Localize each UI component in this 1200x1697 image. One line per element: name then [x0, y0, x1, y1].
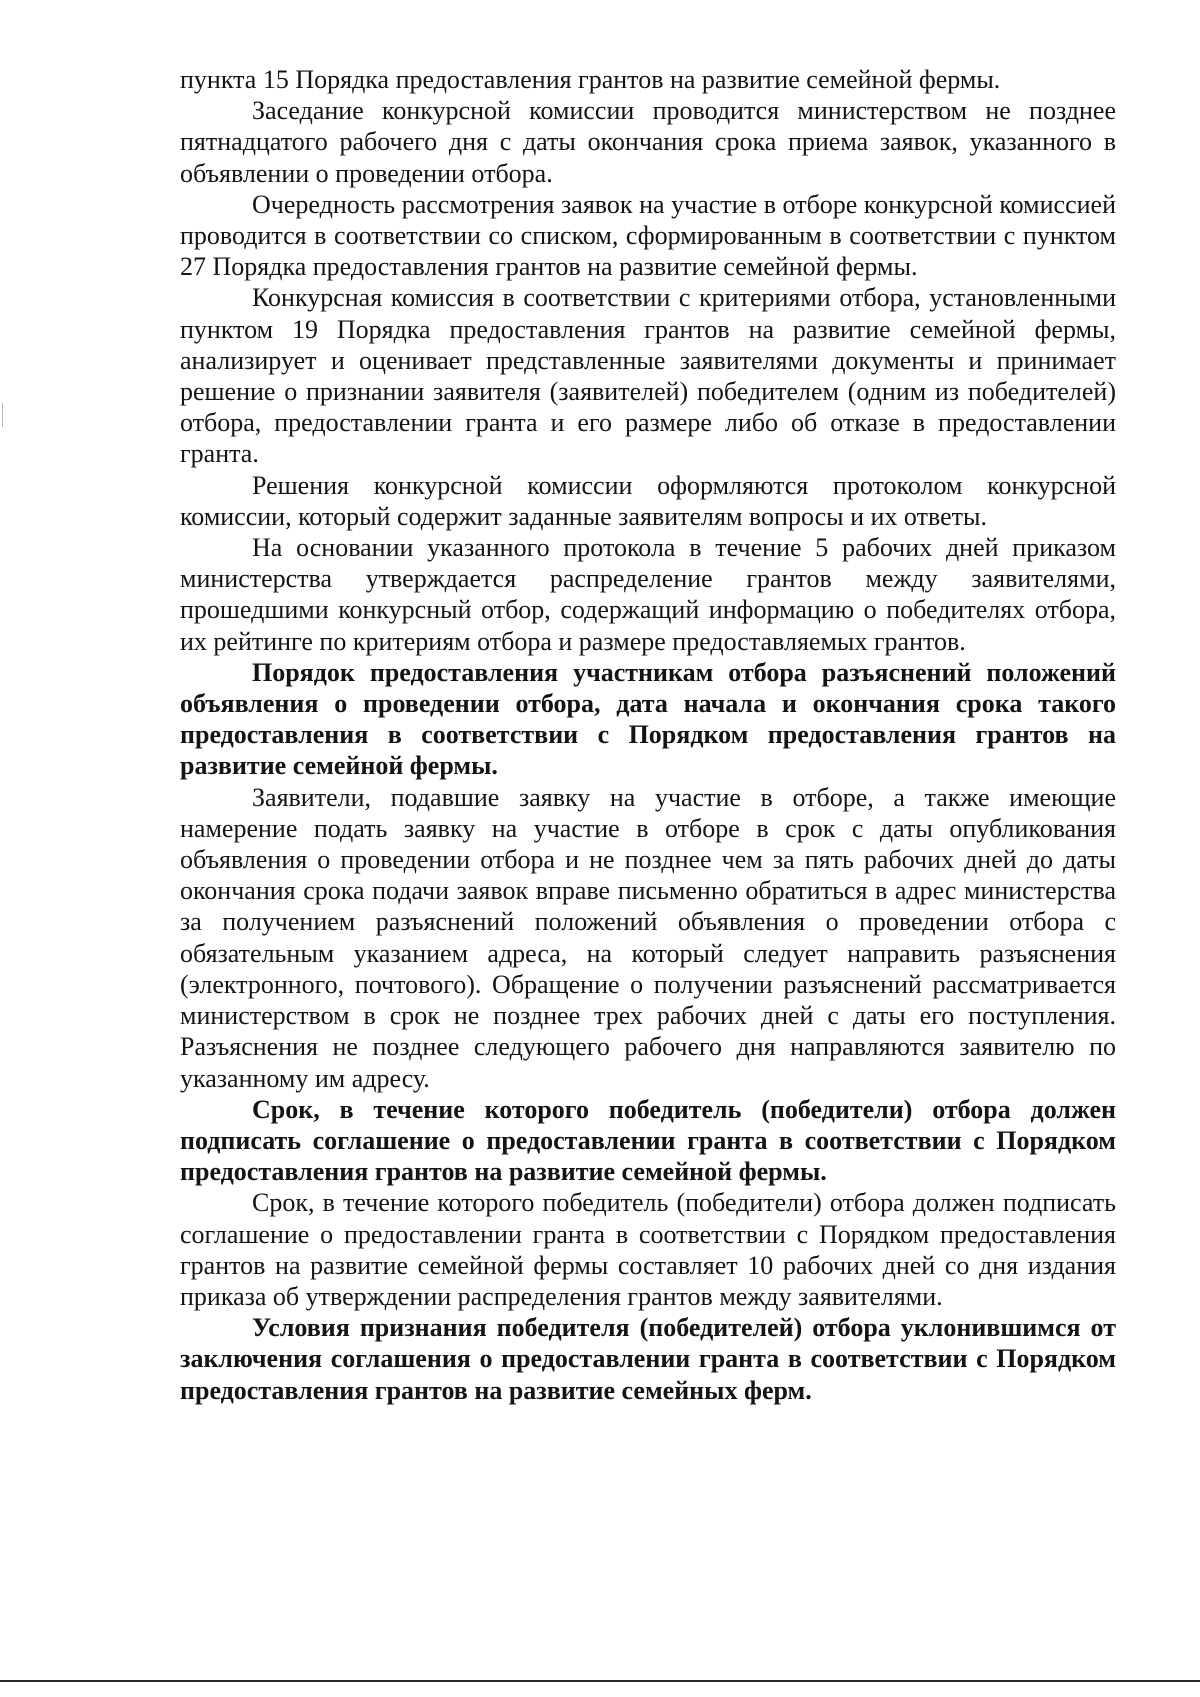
paragraph-grant-distribution: На основании указанного протокола в течение 5 рабочих дней приказом министерства утверждается распределение грантов между заявителями, прошедшими конкурсный отбор, содержащий информацию о победителях отбора, их рейтинге по критериям отбора и размере предоставляемых грантов.: [180, 533, 1116, 656]
heading-evasion-conditions: Условия признания победителя (победителей) отбора уклонившимся от заключения соглашения о предоставлении гранта в соответствии с Порядком предоставления грантов на развитие семейных ферм.: [180, 1313, 1116, 1405]
heading-agreement-deadline: Срок, в течение которого победитель (победители) отбора должен подписать соглашение о предоставлении гранта в соответствии с Порядком предоставления грантов на развитие семейной фермы.: [180, 1094, 1116, 1187]
paragraph-clarifications: Заявители, подавшие заявку на участие в отборе, а также имеющие намерение подать заявку на участие в отборе в срок с даты опубликования объявления о проведении отбора и не позднее чем за пять рабочих дней до даты окончания срока подачи заявок вправе письменно обратиться в адрес министерства за получением разъяснений положений объявления о проведении отбора с обязательным указанием адреса, на который следует направить разъяснения (электронного, почтового). Обращение о получении разъяснений рассматривается министерством в срок не позднее трех рабочих дней с даты его поступления. Разъяснения не позднее следующего рабочего дня направляются заявителю по указанному им адресу.: [180, 782, 1116, 1093]
paragraph-agreement-deadline: Срок, в течение которого победитель (победители) отбора должен подписать соглашение о предоставлении гранта в соответствии с Порядком предоставления грантов на развитие семейной фермы составляет 10 рабочих дней со дня издания приказа об утверждении распределения грантов между заявителями.: [180, 1188, 1116, 1311]
heading-clarifications: Порядок предоставления участникам отбора разъяснений положений объявления о проведении отбора, дата начала и окончания срока такого предоставления в соответствии с Порядком предоставления грантов на развитие семейной фермы.: [180, 657, 1116, 781]
continuation-text: пункта 15 Порядка предоставления грантов на развитие семейной фермы.: [180, 65, 1001, 94]
paragraph-commission-evaluation: Конкурсная комиссия в соответствии с критериями отбора, установленными пунктом 19 Порядка предоставления грантов на развитие семейной фермы, анализирует и оценивает представленные заявителями документы и принимает решение о признании заявителя (заявителей) победителем (одним из победителей) отбора, предоставлении гранта и его размере либо об отказе в предоставлении гранта.: [180, 283, 1116, 469]
document-page: [180, 64, 1116, 1406]
paragraph-commission-meeting: Заседание конкурсной комиссии проводится министерством не позднее пятнадцатого рабочего дня с даты окончания срока приема заявок, указанного в объявлении о проведении отбора.: [180, 96, 1116, 188]
page-bottom-rule: [0, 1680, 1200, 1682]
paragraph-review-order: Очередность рассмотрения заявок на участие в отборе конкурсной комиссией проводится в соответствии со списком, сформированным в соответствии с пунктом 27 Порядка предоставления грантов на развитие семейной фермы.: [180, 189, 1116, 282]
paragraph-commission-decisions: Решения конкурсной комиссии оформляются протоколом конкурсной комиссии, который содержит заданные заявителям вопросы и их ответы.: [180, 470, 1116, 531]
scan-edge-mark: [2, 403, 3, 427]
